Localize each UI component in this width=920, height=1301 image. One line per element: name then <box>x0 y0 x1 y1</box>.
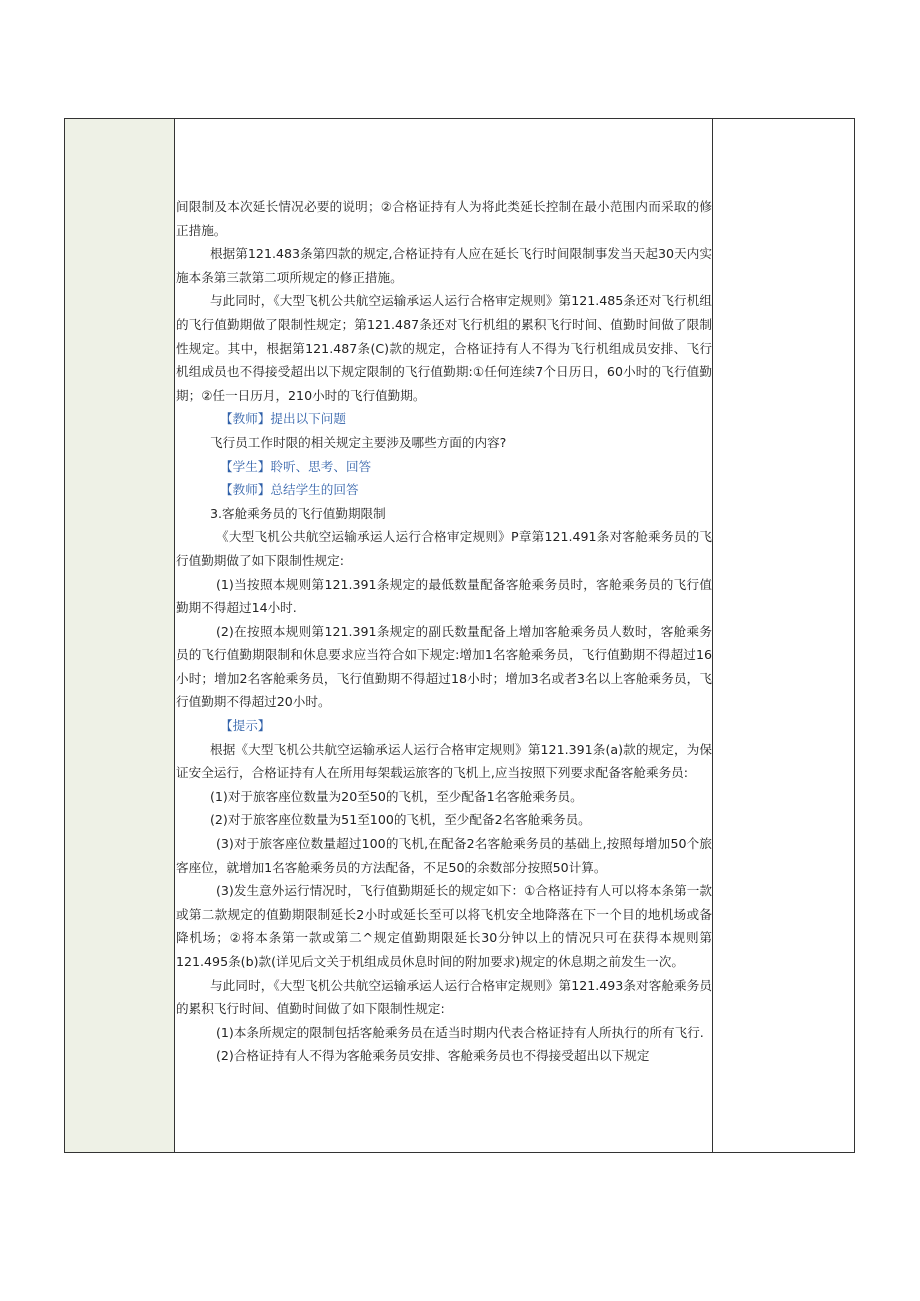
teacher-summary-heading: 【教师】总结学生的回答 <box>220 482 359 498</box>
paragraph: 根据《大型飞机公共航空运输承运人运行合格审定规则》第121.391条(a)款的规定，为保证安全运行，合格证持有人在所用每架载运旅客的飞机上,应当按照下列要求配备客舱乘务员: <box>176 741 712 781</box>
lesson-table <box>64 118 855 1153</box>
list-item: (1)对于旅客座位数量为20至50的飞机，至少配备1名客舱乘务员。 <box>210 788 583 804</box>
paragraph: 与此同时，《大型飞机公共航空运输承运人运行合格审定规则》第121.485条还对飞行机组的飞行值勤期做了限制性规定；第121.487条还对飞行机组的累积飞行时间、值勤时间做了限制性规定。其中，根据第121.487条(C)款的规定，合格证持有人不得为飞行机组成员安排、飞行机组成员也不得接受超出以下规定限制的飞行值勤期:①任何连续7个日历日，60小时的飞行值勤期；②任一日历月，210小时的飞行值勤期。 <box>176 293 712 403</box>
teacher-prompt-heading: 【教师】提出以下问题 <box>220 411 346 427</box>
list-item: (2)合格证持有人不得为客舱乘务员安排、客舱乘务员也不得接受超出以下规定 <box>216 1048 650 1064</box>
content-column <box>175 119 713 1152</box>
right-column <box>713 119 854 1152</box>
question-text: 飞行员工作时限的相关规定主要涉及哪些方面的内容? <box>210 434 507 450</box>
list-item: (2)对于旅客座位数量为51至100的飞机，至少配备2名客舱乘务员。 <box>210 812 591 828</box>
student-activity-heading: 【学生】聆听、思考、回答 <box>220 458 372 474</box>
list-item: (3)对于旅客座位数量超过100的飞机,在配备2名客舱乘务员的基础上,按照每增加50个旅客座位，就增加1名客舱乘务员的方法配备，不足50的余数部分按照50计算。 <box>176 836 712 875</box>
paragraph: 根据第121.483条第四款的规定,合格证持有人应在延长飞行时间限制事发当天起30天内实施本条第三款第二项所规定的修正措施。 <box>176 246 712 285</box>
hint-heading: 【提示】 <box>220 718 271 734</box>
section-heading: 3.客舱乘务员的飞行值勤期限制 <box>210 505 386 521</box>
list-item: (2)在按照本规则第121.391条规定的副氏数量配备上增加客舱乘务员人数时，客舱乘务员的飞行值勤期限制和休息要求应当符合如下规定:增加1名客舱乘务员，飞行值勤期不得超过16小时；增加2名客舱乘务员，飞行值勤期不得超过18小时；增加3名或者3名以上客舱乘务员，飞行值勤期不得超过20小时。 <box>176 623 712 710</box>
left-column <box>65 119 175 1152</box>
list-item: (3)发生意外运行情况时，飞行值勤期延长的规定如下：①合格证持有人可以将本条第一款或第二款规定的值勤期限制延长2小时或延长至可以将飞机安全地降落在下一个目的地机场或备降机场；②将本条第一款或第二^规定值勤期限延长30分钟以上的情况只可在获得本规则第121.495条(b)款(详见后文关于机组成员休息时间的附加要求)规定的休息期之前发生一次。 <box>176 883 712 969</box>
paragraph: 间限制及本次延长情况必要的说明；②合格证持有人为将此类延长控制在最小范围内而采取的修正措施。 <box>176 199 712 238</box>
list-item: (1)本条所规定的限制包括客舱乘务员在适当时期内代表合格证持有人所执行的所有飞行. <box>216 1024 704 1040</box>
paragraph: 《大型飞机公共航空运输承运人运行合格审定规则》P章第121.491条对客舱乘务员的飞行值勤期做了如下限制性规定: <box>176 529 712 568</box>
list-item: (1)当按照本规则第121.391条规定的最低数量配备客舱乘务员时，客舱乘务员的飞行值勤期不得超过14小时. <box>176 576 712 616</box>
content-body <box>176 195 712 1068</box>
paragraph: 与此同时，《大型飞机公共航空运输承运人运行合格审定规则》第121.493条对客舱乘务员的累积飞行时间、值勤时间做了如下限制性规定: <box>176 977 712 1017</box>
